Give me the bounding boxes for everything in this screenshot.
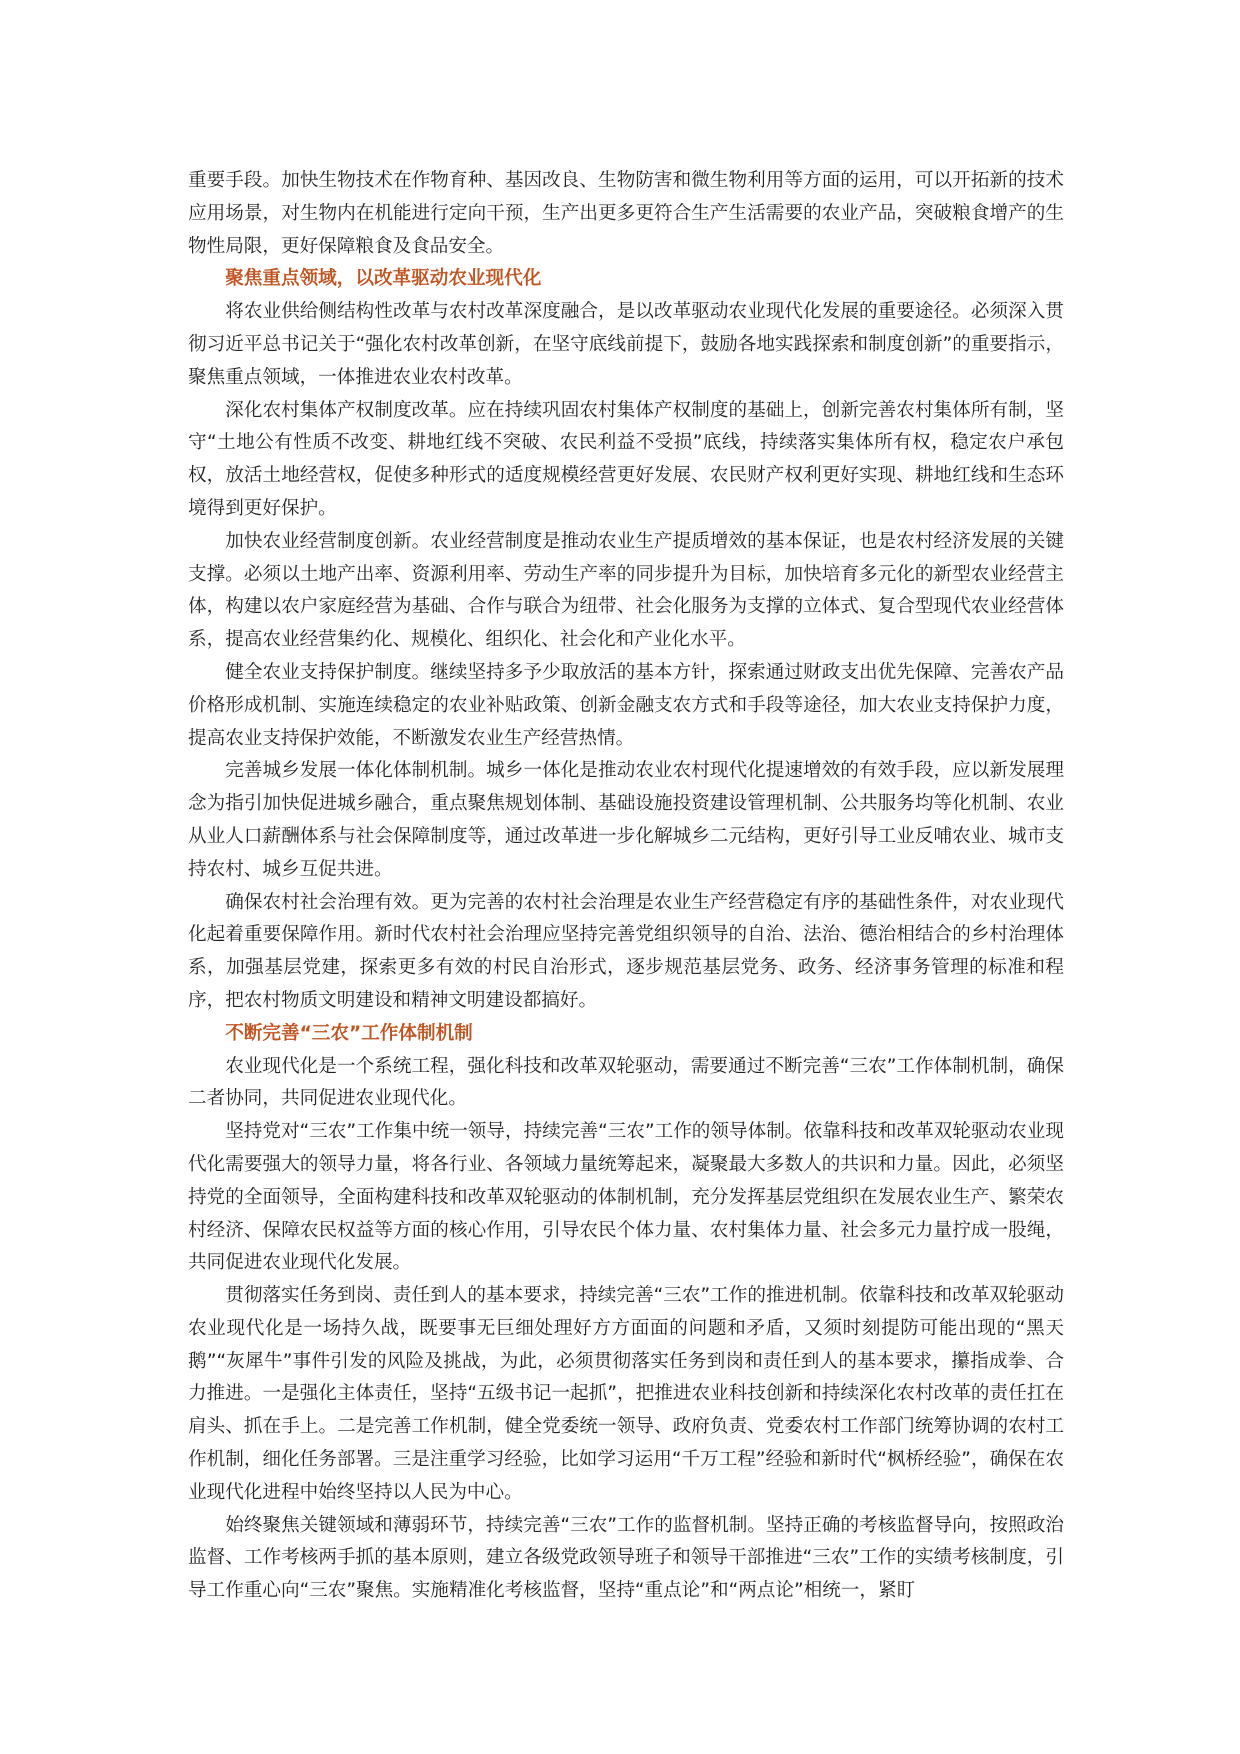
paragraph-supervision: 始终聚焦关键领域和薄弱环节，持续完善“三农”工作的监督机制。坚持正确的考核监督导向，按照政治监督、工作考核两手抓的基本原则，建立各级党政领导班子和领导干部推进“三农”工作的实绩考核制度，引导工作重心向“三农”聚焦。实施精准化考核监督，坚持“重点论”和“两点论”相统一，紧盯 — [188, 1514, 1064, 1602]
paragraph-sannong-intro: 农业现代化是一个系统工程，强化科技和改革双轮驱动，需要通过不断完善“三农”工作体制机制，确保二者协同，共同促进农业现代化。 — [188, 1055, 1064, 1110]
section-heading-reform: 聚焦重点领域，以改革驱动农业现代化 — [225, 268, 542, 290]
section-heading-sannong: 不断完善“三农”工作体制机制 — [225, 1022, 473, 1044]
paragraph-support-protection: 健全农业支持保护制度。继续坚持多予少取放活的基本方针，探索通过财政支出优先保障、完善农产品价格形成机制、实施连续稳定的农业补贴政策、创新金融支农方式和手段等途径，加大农业支持保护力度，提高农业支持保护效能，不断激发农业生产经营热情。 — [188, 661, 1064, 749]
paragraph-collective-property: 深化农村集体产权制度改革。应在持续巩固农村集体产权制度的基础上，创新完善农村集体所有制，坚守“土地公有性质不改变、耕地红线不突破、农民利益不受损”底线，持续落实集体所有权，稳定农户承包权，放活土地经营权，促使多种形式的适度规模经营更好发展、农民财产权利更好实现、耕地红线和生态环境得到更好保护。 — [188, 399, 1064, 519]
paragraph-leadership: 坚持党对“三农”工作集中统一领导，持续完善“三农”工作的领导体制。依靠科技和改革双轮驱动农业现代化需要强大的领导力量，将各行业、各领域力量统筹起来，凝聚最大多数人的共识和力量。因此，必须坚持党的全面领导，全面构建科技和改革双轮驱动的体制机制，充分发挥基层党组织在发展农业生产、繁荣农村经济、保障农民权益等方面的核心作用，引导农民个体力量、农村集体力量、社会多元力量拧成一股绳，共同促进农业现代化发展。 — [188, 1121, 1064, 1274]
paragraph-continued: 重要手段。加快生物技术在作物育种、基因改良、生物防害和微生物利用等方面的运用，可以开拓新的技术应用场景，对生物内在机能进行定向干预，生产出更多更符合生产生活需要的农业产品，突破粮食增产的生物性局限，更好保障粮食及食品安全。 — [188, 170, 1064, 257]
paragraph-urban-rural: 完善城乡发展一体化体制机制。城乡一体化是推动农业农村现代化提速增效的有效手段，应以新发展理念为指引加快促进城乡融合，重点聚焦规划体制、基础设施投资建设管理机制、公共服务均等化机制、农业从业人口薪酬体系与社会保障制度等，通过改革进一步化解城乡二元结构，更好引导工业反哺农业、城市支持农村、城乡互促共进。 — [188, 760, 1064, 880]
article-body — [188, 165, 1064, 1608]
paragraph-operation-system: 加快农业经营制度创新。农业经营制度是推动农业生产提质增效的基本保证，也是农村经济发展的关键支撑。必须以土地产出率、资源利用率、劳动生产率的同步提升为目标，加快培育多元化的新型农业经营主体，构建以农户家庭经营为基础、合作与联合为纽带、社会化服务为支撑的立体式、复合型现代农业经营体系，提高农业经营集约化、规模化、组织化、社会化和产业化水平。 — [188, 530, 1064, 651]
paragraph-rural-governance: 确保农村社会治理有效。更为完善的农村社会治理是农业生产经营稳定有序的基础性条件，对农业现代化起着重要保障作用。新时代农村社会治理应坚持完善党组织领导的自治、法治、德治相结合的乡村治理体系，加强基层党建，探索更多有效的村民自治形式，逐步规范基层党务、政务、经济事务管理的标准和程序，把农村物质文明建设和精神文明建设都搞好。 — [188, 891, 1064, 1011]
paragraph-reform-intro: 将农业供给侧结构性改革与农村改革深度融合，是以改革驱动农业现代化发展的重要途径。必须深入贯彻习近平总书记关于“强化农村改革创新，在坚守底线前提下，鼓励各地实践探索和制度创新”的重要指示，聚焦重点领域，一体推进农业农村改革。 — [188, 301, 1064, 388]
paragraph-promotion-mechanism: 贯彻落实任务到岗、责任到人的基本要求，持续完善“三农”工作的推进机制。依靠科技和改革双轮驱动农业现代化是一场持久战，既要事无巨细处理好方方面面的问题和矛盾，又须时刻提防可能出现的“黑天鹅”“灰犀牛”事件引发的风险及挑战，为此，必须贯彻落实任务到岗和责任到人的基本要求，攥指成拳、合力推进。一是强化主体责任，坚持“五级书记一起抓”，把推进农业科技创新和持续深化农村改革的责任扛在肩头、抓在手上。二是完善工作机制，健全党委统一领导、政府负责、党委农村工作部门统筹协调的农村工作机制，细化任务部署。三是注重学习经验，比如学习运用“千万工程”经验和新时代“枫桥经验”，确保在农业现代化进程中始终坚持以人民为中心。 — [188, 1285, 1064, 1503]
